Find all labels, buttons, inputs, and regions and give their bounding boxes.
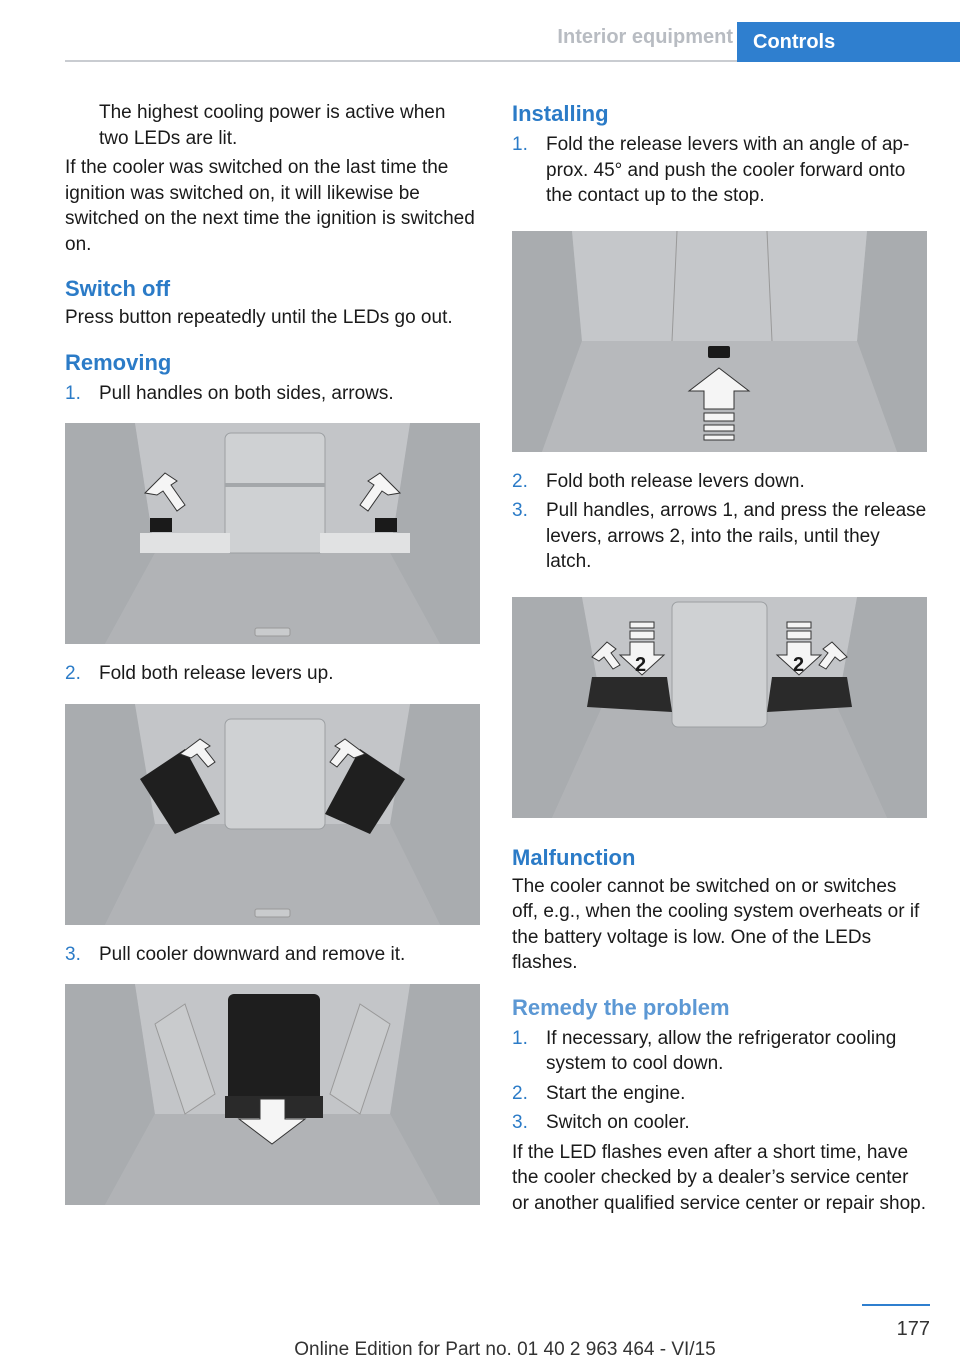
step-text: Pull cooler downward and remove it. xyxy=(99,943,406,965)
malfunction-text: The cooler cannot be switched on or switches off, e.g., when the cooling system overheats or if the battery voltage is low. One of the LEDs flashes. xyxy=(512,875,920,973)
figure-latch-levers xyxy=(512,597,927,818)
intro-paragraph: If the cooler was switched on the last time the ignition was switched on, it will likewise be switched on the next time the ignition is switched on. xyxy=(65,157,475,255)
step-number: 1. xyxy=(512,1027,528,1049)
remedy-step-2 xyxy=(512,1081,927,1107)
removing-step-1 xyxy=(65,381,480,407)
header-chapter-tab: Controls xyxy=(737,22,960,62)
switch-off-heading: Switch off xyxy=(65,276,171,301)
removing-step-2 xyxy=(65,661,480,687)
remedy-step-1 xyxy=(512,1026,927,1077)
step-text: Fold the release levers with an angle of approx. 45° and push the cooler forward onto the contact up to the stop. xyxy=(546,134,910,206)
step-number: 2. xyxy=(512,1082,528,1104)
remedy-step-3 xyxy=(512,1110,927,1136)
footer-rule xyxy=(862,1304,930,1306)
installing-heading: Installing xyxy=(512,101,609,126)
installing-step-2 xyxy=(512,469,927,495)
header-rule xyxy=(65,60,737,62)
step-text: Pull handles on both sides, arrows. xyxy=(99,382,394,404)
footer-edition: Online Edition for Part no. 01 40 2 963 464 - VI/15 xyxy=(294,1339,716,1360)
figure-callout-left: 2 xyxy=(635,653,647,676)
step-number: 3. xyxy=(65,943,81,965)
left-column xyxy=(65,100,480,1222)
remedy-heading: Remedy the problem xyxy=(512,994,730,1020)
figure-pull-handles xyxy=(65,423,480,644)
step-text: Start the engine. xyxy=(546,1082,686,1104)
right-column xyxy=(512,100,927,1216)
step-number: 1. xyxy=(65,382,81,404)
step-text: Switch on cooler. xyxy=(546,1112,690,1133)
step-text: Pull handles, arrows 1, and press the release levers, arrows 2, into the rails, until they latch. xyxy=(546,500,927,572)
installing-step-3 xyxy=(512,498,927,575)
figure-fold-levers-up xyxy=(65,704,480,925)
step-text: Fold both release levers up. xyxy=(99,663,334,684)
step-text: Fold both release levers down. xyxy=(546,470,805,492)
installing-step-1 xyxy=(512,132,927,209)
figure-push-cooler-forward xyxy=(512,231,927,452)
page-number: 177 xyxy=(896,1318,930,1340)
switch-off-text: Press button repeatedly until the LEDs go out. xyxy=(65,307,453,328)
step-number: 3. xyxy=(512,1112,528,1133)
intro-indented-note: The highest cooling power is active when two LEDs are lit. xyxy=(99,102,446,149)
figure-remove-cooler xyxy=(65,984,480,1205)
figure-callout-right: 2 xyxy=(793,653,805,676)
malfunction-heading: Malfunction xyxy=(512,844,636,870)
step-text: If necessary, allow the refrigerator cooling system to cool down. xyxy=(546,1027,897,1074)
removing-heading: Removing xyxy=(65,349,172,375)
step-number: 1. xyxy=(512,134,528,155)
step-number: 2. xyxy=(512,470,528,492)
removing-step-3 xyxy=(65,942,480,968)
page-header xyxy=(0,0,960,62)
header-section-title: Interior equipment xyxy=(557,26,733,48)
remedy-closing-text: If the LED flashes even after a short time, have the cooler checked by a dealer’s service center or another qualified service center or repair shop. xyxy=(512,1141,927,1214)
step-number: 2. xyxy=(65,663,81,684)
step-number: 3. xyxy=(512,500,528,521)
